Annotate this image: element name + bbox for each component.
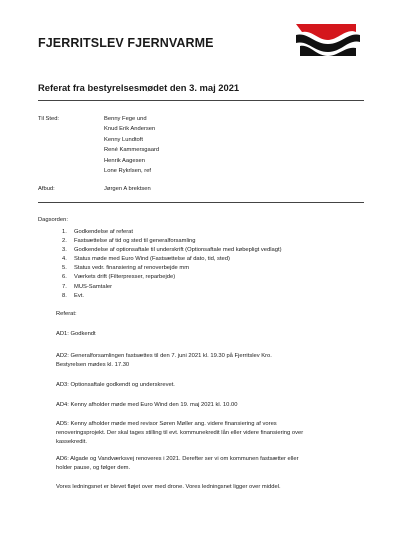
- agenda-item: 3. Godkendelse af optionsaftale til underskrift (Optionsaftale med købepligt vedlagt): [62, 247, 282, 254]
- attendance-divider: [38, 202, 364, 203]
- minutes-ad3: AD3: Optionsaftale godkendt og underskrevet.: [56, 382, 175, 388]
- company-name: FJERRITSLEV FJERNVARME: [38, 36, 214, 50]
- minutes-ad5: AD5: Kenny afholder møde med revisor Søren Møller ang. videre finansiering af vores renoveringsprojekt. Der skal tages stilling til evt. kommunekredit lån eller videre finansiering over kassekredit.: [56, 421, 304, 446]
- header-divider: [38, 100, 364, 101]
- attendee: Lone Rykrlsen, ref: [104, 167, 152, 174]
- agenda-item: 6. Værkets drift (Filterpresser, reparbejde): [62, 274, 176, 281]
- attendee: Benny Fege und: [104, 116, 147, 122]
- agenda-item: 5. Status vedr. finansiering af renoverbejde mm: [62, 265, 190, 272]
- absent-label: Afbud:: [38, 186, 55, 192]
- minutes-ad2: AD2: Generalforsamlingen fastsættes til den 7. juni 2021 kl. 19.30 på Fjerritslev Kro. Bestyrelsen mødes kl. 17.30: [56, 353, 272, 369]
- agenda-list: [62, 229, 282, 302]
- agenda-item: 8. Evt.: [62, 292, 84, 299]
- agenda-item: 7. MUS-Samtaler: [62, 283, 113, 290]
- company-logo-icon: [294, 18, 362, 58]
- minutes-ad1: AD1: Godkendt: [56, 331, 96, 337]
- present-label: Til Sted:: [38, 116, 60, 122]
- meeting-subject: Referat fra bestyrelsesmødet den 3. maj 2021: [38, 82, 240, 93]
- absent-name: Jørgen A brektsen: [104, 186, 151, 192]
- agenda-item: 1. Godkendelse af referat: [62, 229, 133, 235]
- minutes-title: Referat:: [56, 311, 77, 317]
- minutes-ad6: AD6: Algade og Vandværksvej renoveres i 2021. Derefter ser vi om kommunen fastsætter eller holder pause, og følger dem.: [56, 456, 299, 472]
- attendee: René Kammersgaard: [104, 147, 160, 154]
- attendee: Henrik Aagesen: [104, 157, 145, 164]
- present-list: [104, 116, 159, 178]
- minutes-closing: Vores ledningsnet er blevet fløjet over med drone. Vores ledningsnet ligger over middel.: [56, 484, 281, 490]
- attendee: Kenny Lundtoft: [104, 136, 143, 143]
- agenda-title: Dagsorden:: [38, 217, 68, 223]
- agenda-item: 2. Fastsættelse af tid og sted til generalforsamling: [62, 238, 196, 245]
- agenda-item: 4. Status møde med Euro Wind (Fastsættelse af dato, tid, sted): [62, 256, 230, 263]
- attendee: Knud Erik Andersen: [104, 126, 156, 133]
- minutes-ad4: AD4: Kenny afholder møde med Euro Wind den 19. maj 2021 kl. 10.00: [56, 402, 238, 408]
